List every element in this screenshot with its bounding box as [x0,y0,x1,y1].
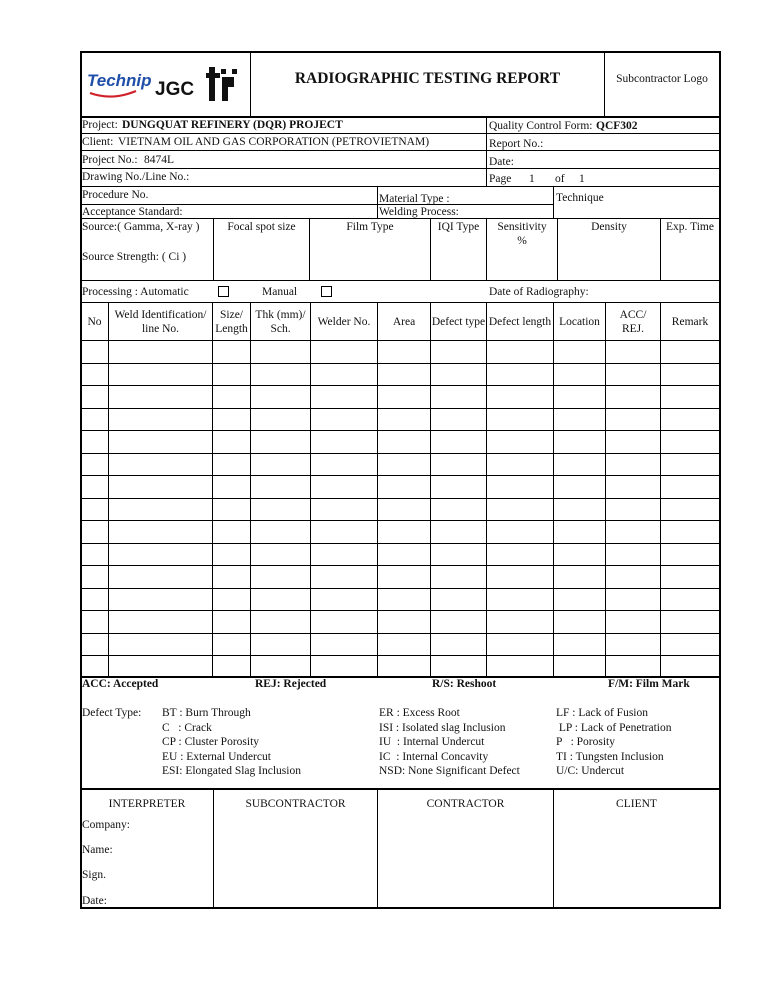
col-header-welder: Welder No. [317,316,371,328]
rule-source [80,280,721,281]
exp-time-label: Exp. Time [666,221,714,233]
rule-project [80,133,721,134]
table-row-rule [80,633,721,634]
client-header: CLIENT [616,798,657,810]
procedure-divider-1 [377,187,378,219]
automatic-checkbox[interactable] [218,286,229,297]
table-row-rule [80,453,721,454]
iqi-type-label: IQI Type [437,221,480,233]
table-col-divider [430,302,431,676]
table-col-divider [108,302,109,676]
table-col-divider [605,302,606,676]
legend-fm: F/M: Film Mark [608,678,690,690]
density-label: Density [591,221,627,233]
acceptance-label: Acceptance Standard: [82,206,183,218]
table-col-divider [660,302,661,676]
defect-legend-item: LF : Lack of Fusion [556,707,648,719]
qc-form-label: Quality Control Form: [489,120,593,132]
jgc-logo [154,70,195,102]
rule-client [80,150,721,151]
table-row-rule [80,385,721,386]
signature-top-border [80,788,721,790]
date-label: Date: [489,156,514,168]
col-header-size-1: Size/ [220,309,243,321]
defect-legend-item: BT : Burn Through [162,707,251,719]
subcontractor-logo-placeholder: Subcontractor Logo [616,73,708,85]
technique-label: Technique [556,192,604,204]
procedure-no-label: Procedure No. [82,189,149,201]
project-value: DUNGQUAT REFINERY (DQR) PROJECT [122,119,343,131]
manual-checkbox[interactable] [321,286,332,297]
defect-legend-item: ISI : Isolated slag Inclusion [379,721,506,734]
client-value: VIETNAM OIL AND GAS CORPORATION (PETROVIETNAM) [118,136,430,148]
company-label: Company: [82,819,130,831]
project-label: Project: [82,119,118,131]
col-header-remark: Remark [671,316,709,328]
col-header-no: No [87,316,102,328]
project-mid-divider [486,116,487,187]
table-row-rule [80,610,721,611]
rule-processing [80,302,721,303]
col-header-size-2: Length [215,323,248,335]
defect-legend-item: CP : Cluster Porosity [162,736,260,748]
table-row-rule [80,520,721,521]
tj-logo [206,64,238,106]
page-number: 1 [529,173,535,185]
col-header-weld-2: line No. [141,323,180,335]
rule-drawing [80,186,721,187]
col-header-thk-2: Sch. [270,323,291,335]
film-type-label: Film Type [346,221,394,233]
outer-top-border [80,51,721,53]
defect-type-label: Defect Type: [82,707,142,719]
table-col-divider [212,302,213,676]
table-col-divider [310,302,311,676]
table-row-rule [80,430,721,431]
sensitivity-unit: % [517,235,527,247]
source-label: Source:( Gamma, X-ray ) [82,221,200,233]
table-col-divider [553,302,554,676]
rule-projno [80,168,721,169]
table-row-rule [80,475,721,476]
table-row-rule [80,408,721,409]
sign-date-label: Date: [82,895,107,907]
defect-legend-item: C : Crack [162,721,212,734]
defect-legend-item: LP : Lack of Penetration [556,721,672,734]
col-header-weld-1: Weld Identification/ [114,309,207,321]
procedure-divider-2 [553,187,554,219]
sensitivity-label: Sensitivity [497,221,547,233]
legend-rej: REJ: Rejected [255,678,327,690]
col-header-defect-length: Defect length [488,316,552,328]
contractor-header: CONTRACTOR [426,798,505,810]
processing-label: Processing : Automatic [82,286,189,298]
manual-label: Manual [262,286,298,298]
table-col-divider [486,302,487,676]
col-header-thk-1: Thk (mm)/ [255,309,306,321]
project-no-value: 8474L [144,154,175,166]
name-label: Name: [82,844,113,856]
table-row-rule [80,565,721,566]
table-col-divider [377,302,378,676]
svg-text:JGC: JGC [155,79,195,100]
defect-legend-item: TI : Tungsten Inclusion [556,750,664,763]
qc-form-value: QCF302 [596,120,638,132]
defect-legend-item: IU : Internal Undercut [379,736,485,748]
table-row-rule [80,588,721,589]
project-no-label: Project No.: [82,154,138,166]
outer-bottom-border [80,907,721,909]
table-col-divider [250,302,251,676]
report-no-label: Report No.: [489,138,544,150]
sign-label: Sign. [82,869,106,881]
focal-spot-label: Focal spot size [227,221,296,233]
page-of: of [555,173,565,185]
material-type-label: Material Type : [379,193,450,205]
table-row-rule [80,655,721,656]
defect-legend-item: NSD: None Significant Defect [379,765,520,777]
defect-legend-item: U/C: Undercut [556,765,625,777]
defect-legend-item: IC : Internal Concavity [379,750,489,763]
source-strength-label: Source Strength: ( Ci ) [82,251,187,263]
defect-legend-item: P : Porosity [556,736,616,748]
col-header-acc-2: REJ. [621,323,645,335]
page-label: Page [489,173,512,185]
legend-acc: ACC: Accepted [82,678,159,690]
welding-process-label: Welding Process: [379,206,459,218]
col-header-acc-1: ACC/ [619,309,647,321]
table-row-rule [80,543,721,544]
col-header-area: Area [392,316,416,328]
table-row-rule [80,363,721,364]
defect-legend-item: ER : Excess Root [379,707,460,719]
col-header-location: Location [559,316,600,328]
report-title: RADIOGRAPHIC TESTING REPORT [294,70,561,87]
technip-logo [86,64,152,104]
svg-text:Technip: Technip [87,71,152,90]
interpreter-header: INTERPRETER [108,798,186,810]
outer-right-border [719,51,721,909]
client-label: Client: [82,136,114,148]
defect-legend-item: EU : External Undercut [162,750,271,763]
table-row-rule [80,498,721,499]
drawing-no-label: Drawing No./Line No.: [82,171,190,183]
col-header-defect-type: Defect type [431,316,486,328]
page-total: 1 [579,173,585,185]
date-of-radiography-label: Date of Radiography: [489,286,589,298]
subcontractor-header: SUBCONTRACTOR [245,798,346,810]
defect-legend-item: ESI: Elongated Slag Inclusion [162,765,301,777]
table-header-rule [80,340,721,341]
legend-rs: R/S: Reshoot [432,678,497,690]
